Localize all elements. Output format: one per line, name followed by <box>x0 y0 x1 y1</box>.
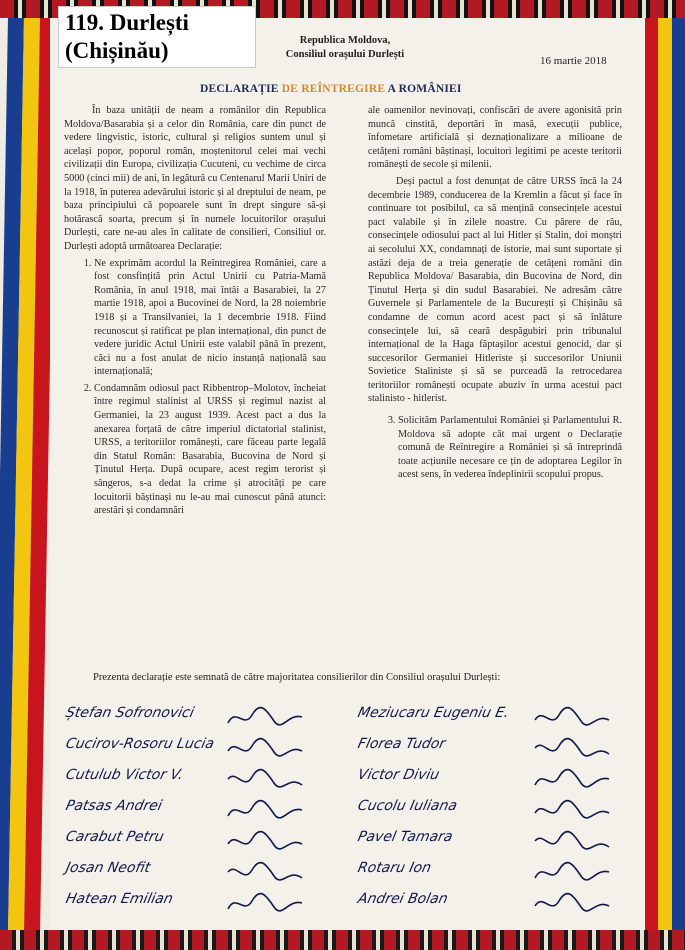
signature-name: Cucirov-Rosoru Lucia <box>64 736 216 752</box>
signature-row <box>358 767 628 798</box>
declaration-title-word-3: A ROMÂNIEI <box>387 83 462 95</box>
bottom-ornamental-border <box>0 930 685 950</box>
signature-scribble <box>226 798 306 824</box>
signature-name: Patsas Andrei <box>64 798 164 814</box>
signature-row <box>358 829 628 860</box>
declaration-title-word-2: DE REÎNTREGIRE <box>281 83 386 95</box>
signature-scribble <box>533 860 613 886</box>
flag-left-border <box>0 0 56 950</box>
header-issuer <box>270 34 420 62</box>
signature-name: Cucolu Iuliana <box>356 798 459 814</box>
signature-name: Carabut Petru <box>64 829 166 845</box>
signature-scribble <box>533 891 613 917</box>
signature-scribble <box>226 891 306 917</box>
signature-row <box>358 736 628 767</box>
signature-name: Ștefan Sofronovici <box>64 705 196 721</box>
signatures-intro: Prezenta declarație este semnată de către majoritatea consilierilor din Consiliul orașului Durlești: <box>93 672 501 683</box>
intro-paragraph: În baza unității de neam a românilor din Republica Moldova/Basarabia și a celor din România, care din punct de vedere lingvistic, istoric, cultural și religios suntem unul și același popor, poporul român, moștenitorul celei mai vechi civilizații din Europa, civilizația Cucuteni, cu vechime de circa 5000 (cinci mii) de ani, în legătură cu Centenarul Marii Uniri de la 1918, în puterea adevărului istoric și al dreptului de neam, pe baza principiului că popoarele sunt în drept singure să-și hotărască soarta, precum și în numele locuitorilor orașului Durlești, care ne-au ales în calitate de consilieri, Consiliul or. Durlești adoptă următoarea Declarație: <box>64 105 326 252</box>
signature-name: Meziucaru Eugeniu E. <box>356 705 511 721</box>
signature-scribble <box>226 736 306 762</box>
list-item-1: 1. Ne exprimăm acordul la Reîntregirea României, care a fost consfințită prin Actul Unirii cu Patria-Mamă România, în anul 1918, mai întâi a Basarabiei, la 27 martie 1918, apoi a Bucovinei de Nord, la 28 noiembrie 1918 și a Transilvaniei, la 1 decembrie 1918. Fiind recunoscut și ratificat pe plan internațional, din punct de vedere juridic Actul Unirii este valabil până în prezent, căci nu a fost anulat de nicio instanță națională sau internațională; <box>94 257 326 379</box>
signature-name: Victor Diviu <box>356 767 441 783</box>
signature-row <box>358 891 628 922</box>
list-item-2: 2. Condamnăm odiosul pact Ribbentrop–Molotov, încheiat între regimul stalinist al URSS și regimul nazist al Germaniei, la 23 august 1939. Acest pact a dus la anexarea forțată de către imperiul dictatorial stalinist, URSS, a teritoriilor românești, care făceau parte legală din Statul Român: Basarabia, Bucovina de Nord și Ținutul Herța. După ocupare, acest regim terorist și sângeros, s-a dedat la crime și atrocități pe care locuitorii băștinași nu le-au mai cunoscut până atunci: arestări și condamnări <box>94 382 326 518</box>
signature-scribble <box>533 705 613 731</box>
signature-name: Andrei Bolan <box>356 891 450 907</box>
signature-name: Rotaru Ion <box>356 860 433 876</box>
declaration-title-word-1: DECLARAȚIE <box>200 83 279 95</box>
paragraph-pact-denounced: Deși pactul a fost denunțat de către URSS încă la 24 decembrie 1989, conducerea de la Kremlin a făcut și face în continuare tot posibilul, ca să mențină consecințele acestui pact valabile și în zilele noastre. Cu părere de rău, consecințele odiosului pact al lui Hitler și Stalin, doi monștri ai secolului XX, condamnați de istorie, mai sunt suportate și astăzi deja de a treia generație de cetățeni români din Republica Moldova/ Basarabia, din Bucovina de Nord, din Ținutul Herța și din sudul Basarabiei. Ne adresăm către Guvernele și Parlamentele de la București și Chișinău să condamne de comun acord acest pact și să înlăture consecințele lui, să ceară despăgubiri prin tribunalul internațional de la Haga făptașilor acestui genocid, dar și succesorilor Germaniei Hitleriste și succesorilor Uniunii Sovietice Staliniste și să se purceadă la retrocedarea teritoriilor românești ocupate abuziv în urma acestui pact stalinisto - hitlerist. <box>368 175 622 405</box>
signature-scribble <box>226 829 306 855</box>
header-council: Consiliul orașului Durlești <box>285 49 405 60</box>
signature-scribble <box>533 798 613 824</box>
signature-name: Florea Tudor <box>356 736 447 752</box>
flag-right-border <box>645 0 685 950</box>
signature-row <box>358 860 628 891</box>
signature-scribble <box>226 860 306 886</box>
signature-row <box>66 767 306 798</box>
signature-name: Pavel Tamara <box>356 829 455 845</box>
right-column <box>368 104 622 485</box>
header-date: 16 martie 2018 <box>540 55 607 67</box>
header-country: Republica Moldova, <box>299 35 391 46</box>
declaration-title <box>200 83 462 95</box>
signatures-right <box>358 705 628 922</box>
signature-row <box>66 891 306 922</box>
signature-name: Hatean Emilian <box>64 891 175 907</box>
signature-name: Josan Neofit <box>64 860 152 876</box>
signature-row <box>358 798 628 829</box>
signature-name: Cutulub Victor V. <box>64 767 185 783</box>
overlay-title-line-2: (Chișinău) <box>65 38 169 63</box>
signature-scribble <box>226 705 306 731</box>
signature-row <box>66 705 306 736</box>
signature-row <box>66 860 306 891</box>
left-column <box>64 104 326 521</box>
overlay-title-line-1: 119. Durlești <box>65 10 189 35</box>
list-item-3: 3. Solicităm Parlamentului României și Parlamentului R. Moldova să adopte cât mai urgent o Declarație comună de Reîntregire a României și să întreprindă toate acțiunile necesare ce țin de adoptarea Legilor în acest sens, în vederea îndeplinirii scopului propus. <box>398 414 622 482</box>
signature-row <box>66 829 306 860</box>
signature-row <box>66 736 306 767</box>
continuation-paragraph: ale oamenilor nevinovați, confiscări de avere agonisită prin muncă cinstită, deportări în masă, execuții publice, înfometare artificială și deznaționalizare a milioane de cetățeni români băștinași, locuitori legitimi pe aceste teritorii românești de secole și milenii. <box>368 105 622 171</box>
overlay-title <box>58 6 256 68</box>
signature-scribble <box>533 767 613 793</box>
signature-row <box>66 798 306 829</box>
signatures-left <box>66 705 306 922</box>
signature-scribble <box>226 767 306 793</box>
signature-scribble <box>533 829 613 855</box>
signature-row <box>358 705 628 736</box>
signature-scribble <box>533 736 613 762</box>
